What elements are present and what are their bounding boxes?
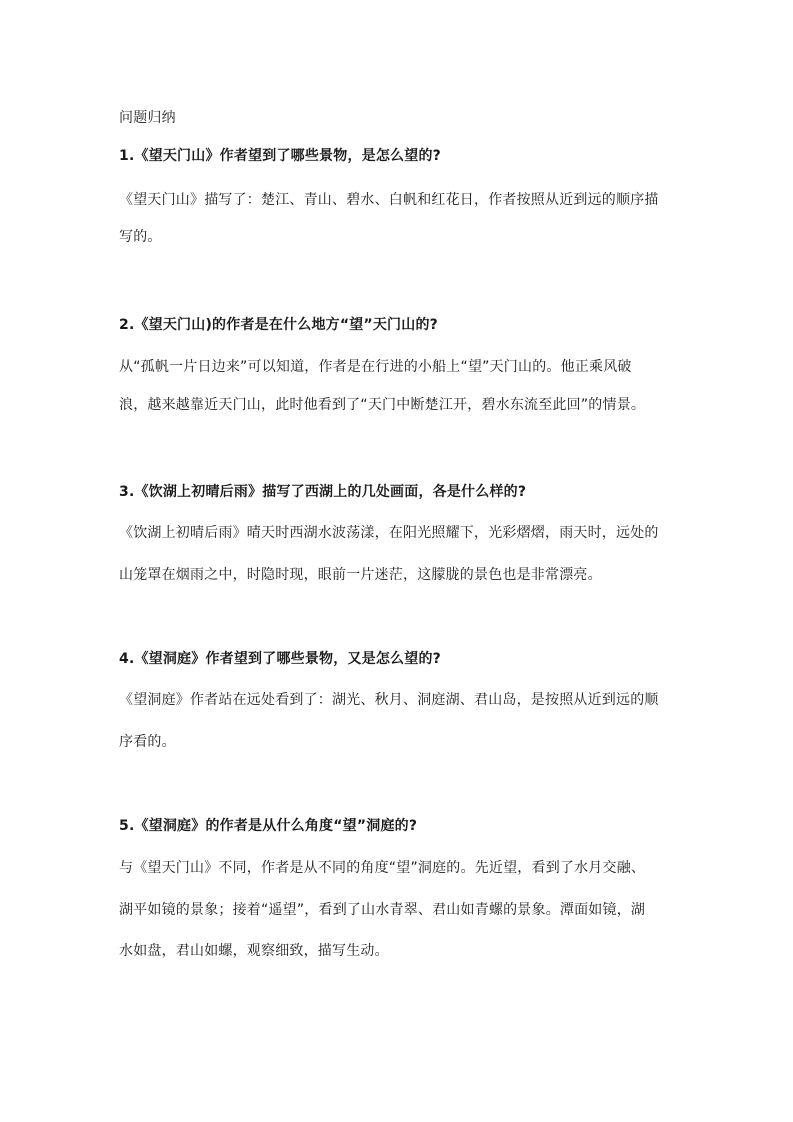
answer-1-line-1: 《望天门山》描写了：楚江、青山、碧水、白帆和红花日，作者按照从近到远的顺序描 <box>119 192 659 208</box>
answer-3-line-2: 山笼罩在烟雨之中，时隐时现，眼前一片迷茫，这朦胧的景色也是非常漂亮。 <box>119 567 602 583</box>
answer-1-line-2: 写的。 <box>119 229 162 245</box>
answer-5-line-1: 与《望天门山》不同，作者是从不同的角度“望”洞庭的。先近望，看到了水月交融、 <box>119 860 646 876</box>
question-5: 5.《望洞庭》的作者是从什么角度“望”洞庭的? <box>119 818 418 834</box>
question-4: 4.《望洞庭》作者望到了哪些景物，又是怎么望的? <box>119 651 441 667</box>
question-1: 1.《望天门山》作者望到了哪些景物，是怎么望的? <box>119 148 441 164</box>
question-3: 3.《饮湖上初晴后雨》描写了西湖上的几处画面，各是什么样的? <box>119 484 527 500</box>
answer-2-line-1: 从“孤帆一片日边来”可以知道，作者是在行进的小船上“望”天门山的。他正乘风破 <box>119 359 632 375</box>
answer-3-line-1: 《饮湖上初晴后雨》晴天时西湖水波荡漾，在阳光照耀下，光彩熠熠，雨天时，远处的 <box>119 525 659 541</box>
answer-5-line-3: 水如盘，君山如螺，观察细致，描写生动。 <box>119 943 389 959</box>
answer-4-line-1: 《望洞庭》作者站在远处看到了：湖光、秋月、洞庭湖、君山岛，是按照从近到远的顺 <box>119 692 659 708</box>
page-heading: 问题归纳 <box>119 110 176 126</box>
answer-5-line-2: 湖平如镜的景象；接着“遥望”，看到了山水青翠、君山如青螺的景象。潭面如镜，湖 <box>119 902 646 918</box>
answer-4-line-2: 序看的。 <box>119 734 176 750</box>
question-2: 2.《望天门山)的作者是在什么地方“望”天门山的? <box>119 317 438 333</box>
answer-2-line-2: 浪，越来越靠近天门山，此时他看到了“天门中断楚江开，碧水东流至此回”的情景。 <box>119 397 646 413</box>
